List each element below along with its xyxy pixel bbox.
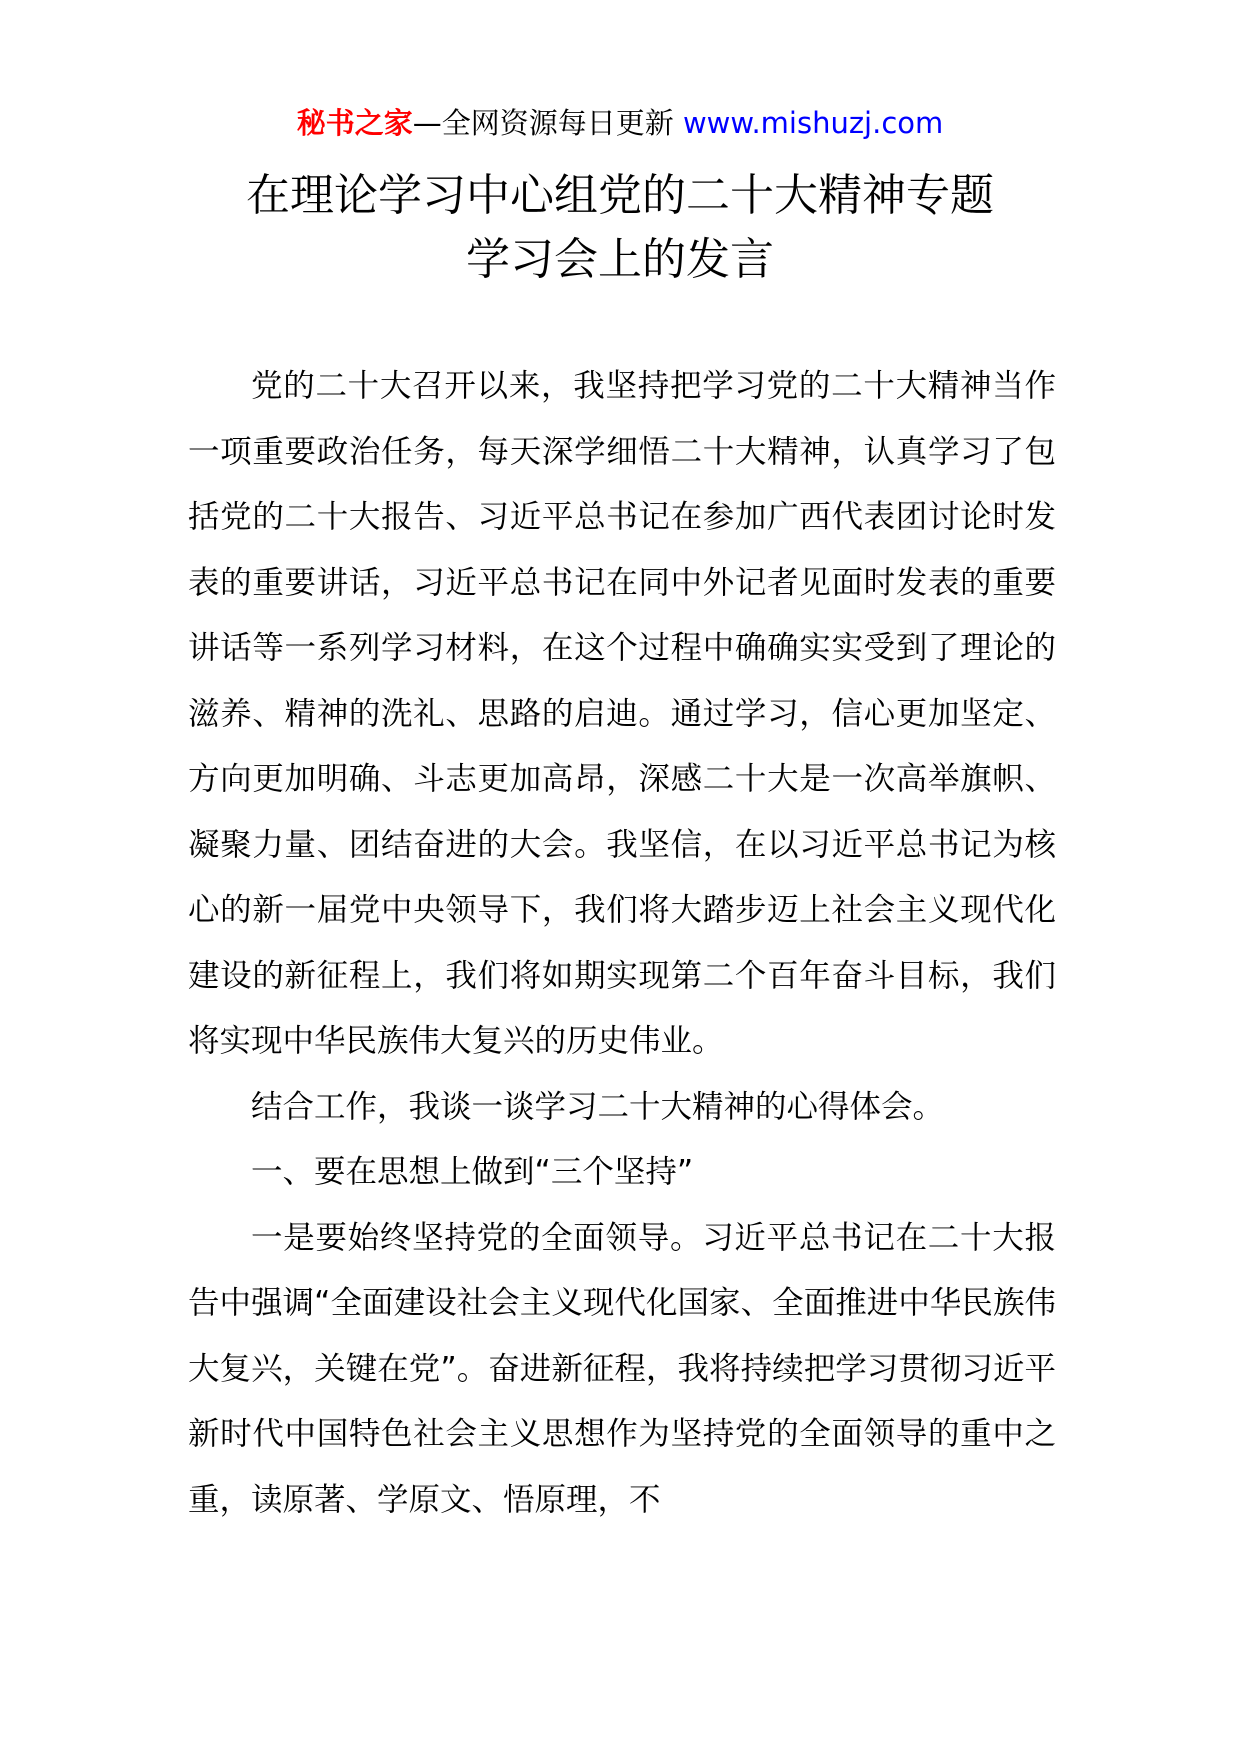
paragraph: 一是要始终坚持党的全面领导。习近平总书记在二十大报告中强调“全面建设社会主义现代化国家、全面推进中华民族伟大复兴，关键在党”。奋进新征程，我将持续把学习贯彻习近平新时代中国特色社会主义思想作为坚持党的全面领导的重中之重，读原著、学原文、悟原理，不 bbox=[188, 1219, 1056, 1518]
title-line-1: 在理论学习中心组党的二十大精神专题 bbox=[246, 170, 994, 221]
section-heading: 一、要在思想上做到“三个坚持” bbox=[251, 1154, 694, 1190]
site-header bbox=[0, 103, 1240, 143]
paragraph: 党的二十大召开以来，我坚持把学习党的二十大精神当作一项重要政治任务，每天深学细悟二十大精神，认真学习了包括党的二十大报告、习近平总书记在参加广西代表团讨论时发表的重要讲话，习近平总书记在同中外记者见面时发表的重要讲话等一系列学习材料，在这个过程中确确实实受到了理论的滋养、精神的洗礼、思路的启迪。通过学习，信心更加坚定、方向更加明确、斗志更加高昂，深感二十大是一次高举旗帜、凝聚力量、团结奋进的大会。我坚信，在以习近平总书记为核心的新一届党中央领导下，我们将大踏步迈上社会主义现代化建设的新征程上，我们将如期实现第二个百年奋斗目标，我们将实现中华民族伟大复兴的历史伟业。 bbox=[188, 368, 1056, 1059]
title-line-2: 学习会上的发言 bbox=[466, 234, 774, 285]
document-body bbox=[188, 354, 1056, 1533]
brand-name: 秘书之家 bbox=[296, 106, 413, 140]
header-slogan: —全网资源每日更新 bbox=[412, 106, 674, 140]
site-url[interactable]: www.mishuzj.com bbox=[682, 106, 944, 140]
document-title bbox=[0, 164, 1240, 292]
paragraph: 结合工作，我谈一谈学习二十大精神的心得体会。 bbox=[251, 1088, 945, 1125]
